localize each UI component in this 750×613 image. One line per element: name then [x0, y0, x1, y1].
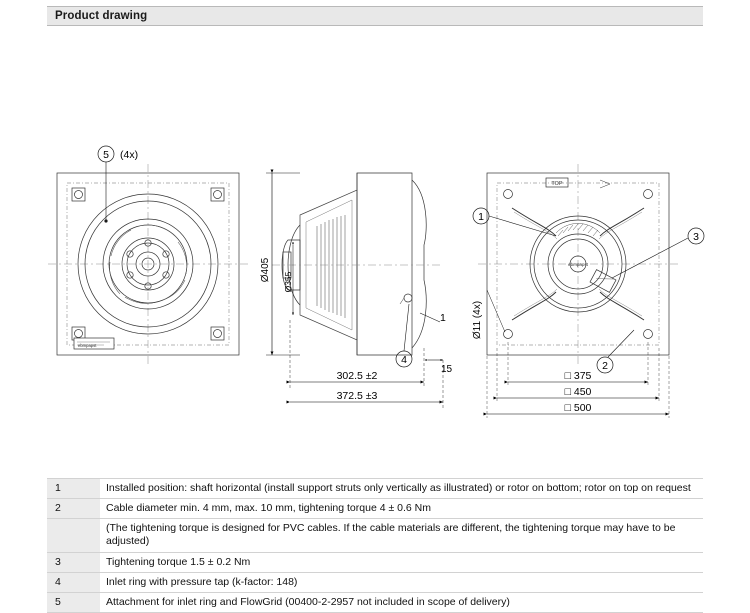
note-index: [47, 519, 100, 552]
right-view: [472, 164, 704, 418]
note-index: 5: [47, 592, 100, 612]
notes-table: [47, 478, 703, 613]
top-tag-label: TOP: [551, 181, 563, 187]
balloon-5-label: 5: [103, 149, 109, 161]
right-view-hub-text: ebmpapst: [568, 262, 588, 267]
table-row: [47, 572, 703, 592]
center-view: [260, 173, 453, 408]
note-text: Inlet ring with pressure tap (k-factor: 148): [100, 572, 703, 592]
note-index: 2: [47, 499, 100, 519]
table-row: [47, 592, 703, 612]
dim-diameter-355: Ø355: [283, 271, 293, 293]
dim-square-500: □ 500: [564, 402, 592, 414]
left-view: [48, 146, 248, 364]
note-text: Tightening torque 1.5 ± 0.2 Nm: [100, 552, 703, 572]
dim-hole-diameter: Ø11 (4x): [472, 300, 483, 340]
center-view-balloon-4: 4: [401, 354, 407, 366]
left-view-plate-label: ebmpapst: [78, 343, 97, 348]
table-row: [47, 552, 703, 572]
page-title: Product drawing: [55, 10, 148, 22]
note-text: Attachment for inlet ring and FlowGrid (00400-2-2957 not included in scope of delivery): [100, 592, 703, 612]
dim-square-450: □ 450: [564, 386, 592, 398]
table-row: [47, 499, 703, 519]
right-view-balloon-1: 1: [478, 211, 484, 223]
table-row: [47, 519, 703, 552]
note-text: Installed position: shaft horizontal (install support struts only vertically as illustrated) or rotor on bottom; rotor on top on request: [100, 479, 703, 499]
dim-square-375: □ 375: [564, 370, 592, 382]
left-view-quantity-note: (4x): [120, 149, 139, 161]
product-drawing-figure: [0, 30, 750, 470]
note-text: Cable diameter min. 4 mm, max. 10 mm, tightening torque 4 ± 0.6 Nm: [100, 499, 703, 519]
dim-depth-372: 372.5 ±3: [336, 390, 378, 402]
center-view-balloon-1: 1: [440, 312, 446, 324]
section-header: [47, 6, 703, 26]
drawing-svg: [0, 30, 750, 470]
right-view-balloon-2: 2: [602, 360, 608, 372]
note-index: 1: [47, 479, 100, 499]
table-row: [47, 479, 703, 499]
dim-diameter-405: Ø405: [260, 257, 271, 283]
right-view-balloon-3: 3: [693, 231, 699, 243]
dim-depth-302: 302.5 ±2: [336, 370, 378, 382]
dim-15: 15: [441, 364, 453, 375]
note-text: (The tightening torque is designed for PVC cables. If the cable materials are different, the tightening torque may have to be adjusted): [100, 519, 703, 552]
note-index: 3: [47, 552, 100, 572]
note-index: 4: [47, 572, 100, 592]
